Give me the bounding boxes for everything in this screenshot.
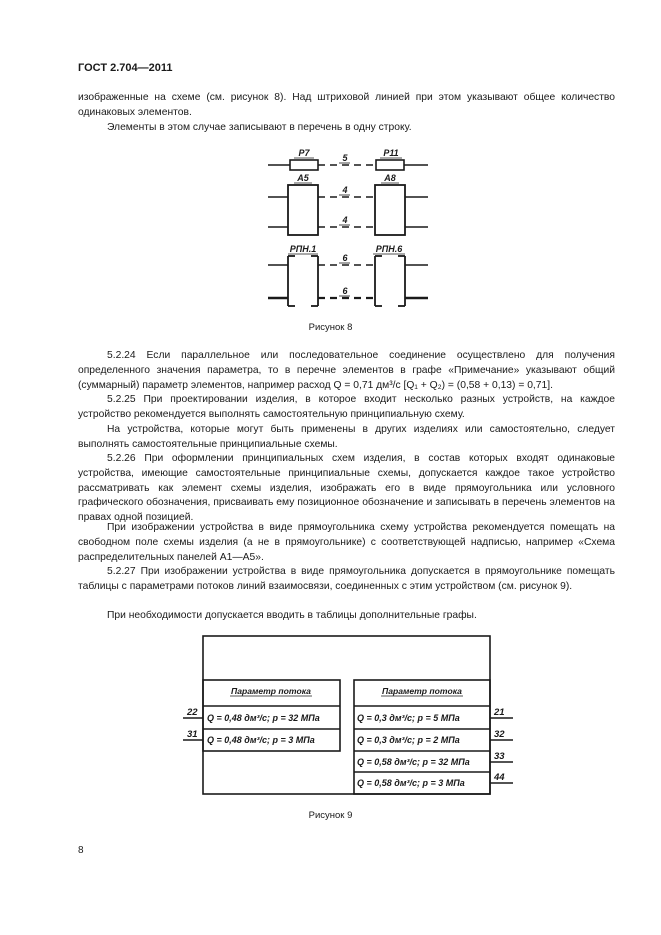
paragraph-5-2-24: 5.2.24 Если параллельное или последовательное соединение осуществлено для получения определенного значения параметра, то в перечне элементов в графе «Примечание» указывают общий (суммарный) параметр элементов, например расход Q = 0,71 дм³/с [Q₁ + Q₂) = (0,58 + 0,13) = 0,71]. (78, 350, 615, 391)
paragraph-rectangle: При изображении устройства в виде прямоугольника схему устройства рекомендуется помещать на свободном поле схемы изделия (а не в прямоугольнике) с соответствующей надписью, например «Схема распределительных панелей А1—А5». (78, 522, 615, 563)
left-table (203, 680, 340, 751)
paragraph-extra-columns: При необходимости допускается вводить в таблицы дополнительные графы. (107, 610, 477, 621)
paragraph-5-2-26: 5.2.26 При оформлении принципиальных схем изделия, в состав которых входят одинаковые устройства, имеющие самостоятельные принципиальные схемы, допускается каждое такое устройство рассматривать как элемент схемы изделия, изображать его в виде прямоугольника или условного графического обозначения, присваивать ему позиционное обозначение и записывать в перечень элементов на правах одной позицией. (78, 453, 615, 524)
label-a8: А8 (384, 173, 396, 183)
block-a5 (288, 185, 318, 235)
page-number: 8 (78, 845, 84, 856)
label-a5: А5 (297, 173, 309, 183)
resistor-p11 (376, 160, 404, 170)
line-number-22: 22 (187, 707, 198, 718)
line-number-21: 21 (494, 707, 505, 718)
paragraph-5-2-25: 5.2.25 При проектировании изделия, в которое входит несколько разных устройств, на каждое устройство рекомендуется выполнять самостоятельную принципиальную схему. (78, 394, 615, 420)
count-label: 5 (342, 153, 348, 163)
label-p7: Р7 (298, 148, 310, 158)
paragraph-5-2-27: 5.2.27 При изображении устройства в виде прямоугольника допускается в прямоугольнике помещать таблицы с параметрами потоков линий взаимосвязи, соединенных с этим устройством (см. рисунок 9). (78, 566, 615, 592)
left-row-1: Q = 0,48 дм³/с; р = 32 МПа (207, 713, 320, 723)
right-row-4: Q = 0,58 дм³/с; р = 3 МПа (357, 778, 465, 788)
count-label: 6 (342, 253, 348, 263)
line-number-44: 44 (494, 772, 505, 783)
paragraph-1: изображенные на схеме (см. рисунок 8). Над штриховой линией при этом указывают общее количество одинаковых элементов. (78, 92, 615, 118)
left-row-2: Q = 0,48 дм³/с; р = 3 МПа (207, 735, 315, 745)
figure-9-caption: Рисунок 9 (308, 810, 353, 821)
paragraph-devices: На устройства, которые могут быть применены в других изделиях или самостоятельно, следует выполнять самостоятельные принципиальные схемы. (78, 424, 615, 450)
line-number-31: 31 (187, 729, 198, 740)
block-a8 (375, 185, 405, 235)
right-row-3: Q = 0,58 дм³/с; р = 32 МПа (357, 757, 470, 767)
right-table-header: Параметр потока (382, 686, 462, 696)
label-rpn6: РПН.6 (375, 244, 403, 254)
device-rectangle (203, 636, 490, 794)
page-header: ГОСТ 2.704—2011 (78, 62, 173, 74)
count-label: 4 (342, 215, 348, 225)
right-row-1: Q = 0,3 дм³/с; р = 5 МПа (357, 713, 460, 723)
resistor-p7 (290, 160, 318, 170)
right-table (354, 680, 490, 794)
line-number-33: 33 (494, 751, 505, 762)
right-row-2: Q = 0,3 дм³/с; р = 2 МПа (357, 735, 460, 745)
line-number-32: 32 (494, 729, 505, 740)
left-table-header: Параметр потока (231, 686, 311, 696)
count-label: 6 (342, 286, 348, 296)
paragraph-2: Элементы в этом случае записывают в перечень в одну строку. (107, 122, 412, 133)
block-rpn1 (288, 256, 318, 306)
figure-8-caption: Рисунок 8 (308, 322, 353, 333)
block-rpn6 (375, 256, 405, 306)
label-rpn1: РПН.1 (289, 244, 317, 254)
count-label: 4 (342, 185, 348, 195)
label-p11: Р11 (383, 148, 399, 158)
